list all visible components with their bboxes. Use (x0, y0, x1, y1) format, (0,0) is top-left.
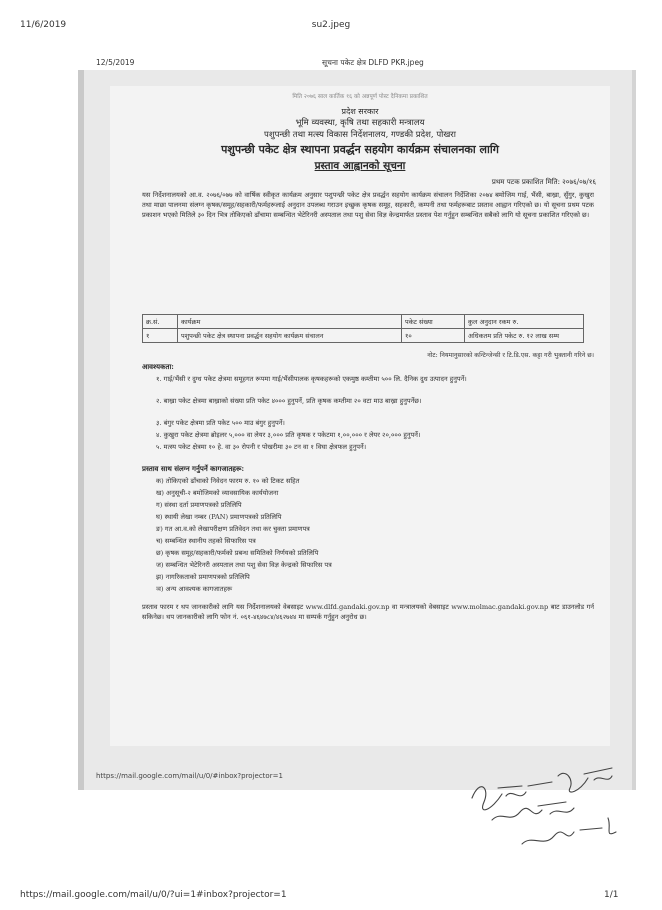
table-header: क्र.सं. (143, 315, 178, 329)
closing-paragraph: प्रस्ताव फारम र थप जानकारीको लागि यस निर्देशनालयको वेबसाइट www.dlfd.gandaki.gov.np वा मन्त्रालयको वेबसाइट www.molmac.gandaki.gov.np बाट डाउनलोड गर्न सकिनेछ। थप जानकारीको लागि फोन नं. ०६१-४६४७८४/४६२७४४ मा सम्पर्क गर्नुहुन अनुरोध छ। (142, 603, 594, 622)
directorate-name: पशुपन्छी तथा मत्स्य विकास निर्देशनालय, गण्डकी प्रदेश, पोखरा (264, 130, 456, 140)
footer-url: https://mail.google.com/mail/u/0/?ui=1#inbox?projector=1 (20, 890, 287, 900)
notice-document (110, 86, 610, 746)
list-item: ३. बंगुर पकेट क्षेत्रमा प्रति पकेट ५०० माउ बंगुर हुनुपर्ने। (156, 419, 285, 427)
table-note: नोट: नियमानुसारको कन्टिन्जेन्सी र टि.डि.एस. कट्टा गरी भुक्तानी गरिने छ। (427, 352, 594, 359)
list-item: ग) संस्था दर्ता प्रमाणपत्रको प्रतिलिपि (156, 501, 242, 509)
scan-title: सूचना पकेट क्षेत्र DLFD PKR.jpeg (322, 58, 424, 67)
table-cell: १ (143, 329, 178, 343)
list-item: क) तोकिएको ढाँचाको निवेदन फारम रु. १० को टिकट सहित (156, 477, 300, 485)
notice-title: प्रस्ताव आह्वानको सूचना (314, 160, 406, 172)
publication-date: प्रथम पटक प्रकाशित मिति: २०७६/०७/१६ (491, 178, 596, 186)
table-cell: १० (402, 329, 465, 343)
page-count: 1/1 (604, 890, 619, 900)
print-date: 11/6/2019 (20, 20, 67, 30)
list-item: ४. कुखुरा पकेट क्षेत्रमा ब्रोइलर ५,००० वा लेयर ३,००० प्रति कृषक र पकेटमा १,००,००० र लेयर २०,००० हुनुपर्ने। (156, 431, 421, 439)
list-item: २. बाख्रा पकेट क्षेत्रमा बाख्राको संख्या प्रति पकेट ४००० हुनुपर्ने, प्रति कृषक कम्तीमा २० वटा माउ बाख्रा हुनुपर्नेछ। (156, 397, 422, 405)
table-header: कुल अनुदान रकम रु. (465, 315, 584, 329)
list-item: ज) सम्बन्धित भेटेरिनरी अस्पताल तथा पशु सेवा विज्ञ केन्द्रको सिफारिस पत्र (156, 561, 332, 569)
program-title: पशुपन्छी पकेट क्षेत्र स्थापना प्रवर्द्धन सहयोग कार्यक्रम संचालनका लागि (221, 143, 499, 156)
list-item: छ) कृषक समूह/सहकारी/फर्मको प्रबन्ध समितिको निर्णयको प्रतिलिपि (156, 549, 319, 557)
list-item: ञ) अन्य आवश्यक कागजातहरू (156, 585, 233, 593)
list-item: ख) अनुसूची-२ बमोजिमको व्यावसायिक कार्ययोजना (156, 489, 279, 497)
scan-date: 12/5/2019 (96, 58, 135, 67)
list-item: च) सम्बन्धित स्थानीय तहको सिफारिस पत्र (156, 537, 256, 545)
list-item: झ) नागरिकताको प्रमाणपत्रको प्रतिलिपि (156, 573, 250, 581)
intro-paragraph: यस निर्देशनालयको आ.व. २०७६/०७७ को वार्षिक स्वीकृत कार्यक्रम अनुसार पशुपन्छी पकेट क्षेत्र प्रवर्द्धन सहयोग कार्यक्रम संचालन निर्देशिका २०७४ बमोजिम गाई, भैंसी, बाख्रा, सुँगुर, कुखुरा तथा माछा पालनमा संलग्न कृषक/समूह/सहकारी/फर्महरूलाई अनुदान उपलब्ध गराउन इच्छुक कृषक समूह, सहकारी, कम्पनी तथा फर्महरूबाट प्रस्ताव आह्वान गरिएको छ। यो सूचना प्रथम पटक प्रकाशन भएको मितिले ३० दिन भित्र तोकिएको ढाँचामा सम्बन्धित भेटेरिनरी अस्पताल तथा पशु सेवा विज्ञ केन्द्रमार्फत प्रस्ताव पेश गर्नुहुन सम्बन्धित सबैको लागि यो सूचना प्रकाशित गरिएको छ। (142, 191, 594, 220)
list-item: १. गाई/भैंसी र दुग्ध पकेट क्षेत्रमा समूहगत रूपमा गाई/भैंसीपालक कृषकहरूको एकमुष्ठ कम्तीमा ५०० लि. दैनिक दुध उत्पादन हुनुपर्ने। (156, 375, 467, 383)
program-table (142, 314, 584, 343)
eligibility-heading: आवश्यकता: (142, 362, 174, 371)
list-item: ङ) गत आ.व.को लेखापरीक्षण प्रतिवेदन तथा कर चुक्ता प्रमाणपत्र (156, 525, 310, 533)
list-item: घ) स्थायी लेखा नम्बर (PAN) प्रमाणपत्रको प्रतिलिपि (156, 513, 282, 521)
handwritten-signature (462, 758, 630, 854)
scan-url: https://mail.google.com/mail/u/0/#inbox?projector=1 (96, 772, 283, 780)
ministry-name: भूमि व्यवस्था, कृषि तथा सहकारी मन्त्रालय (295, 118, 425, 128)
table-cell: पशुपन्छी पकेट क्षेत्र स्थापना प्रवर्द्धन सहयोग कार्यक्रम संचालन (178, 329, 402, 343)
table-header: पकेट संख्या (402, 315, 465, 329)
table-header: कार्यक्रम (178, 315, 402, 329)
documents-heading: प्रस्ताव साथ संलग्न गर्नुपर्ने कागजातहरू: (142, 464, 245, 473)
print-title: su2.jpeg (311, 20, 351, 30)
publication-stamp: मिति २०७६ साल कार्तिक १६ को अन्नपूर्ण पोस्ट दैनिकमा प्रकाशित (292, 94, 428, 100)
list-item: ५. मत्स्य पकेट क्षेत्रमा १० हे. वा ३० रोपनी र पोखरीमा ३० टन वा १ विघा क्षेत्रफल हुनुपर्ने। (156, 443, 367, 451)
table-row (143, 329, 584, 343)
table-cell: अधिकतम प्रति पकेट रु. १२ लाख सम्म (465, 329, 584, 343)
government-name: प्रदेश सरकार (341, 107, 379, 116)
